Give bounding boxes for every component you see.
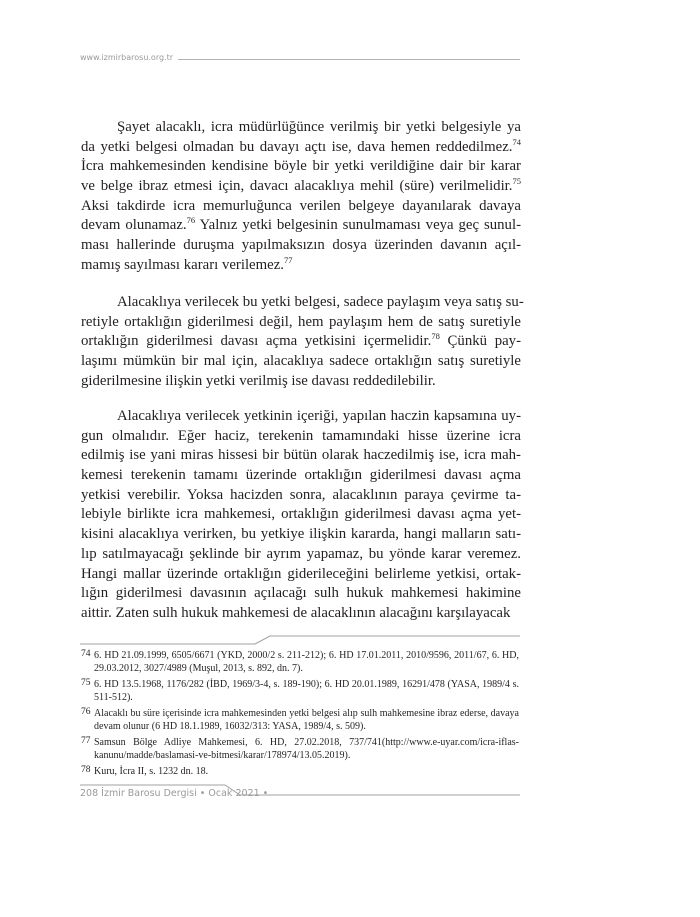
text-line: lığın giderilmesi davasının açılacağı sulh hukuk mahkemesi hakimine [81, 585, 521, 602]
footnote-77 [81, 737, 519, 762]
text-line: Alacaklıya verilecek bu yetki belgesi, sadece paylaşım veya satış su- [117, 294, 524, 310]
footnote-text: 6. HD 13.5.1968, 1176/282 (İBD, 1969/3-4, s. 189-190); 6. HD 20.01.1989, 16291/478 (YASA, 1989/4 s. 511-512). [94, 679, 519, 703]
footnote-number: 78 [81, 765, 91, 775]
text-line: da yetki belgesi olmadan bu davayı açtı ise, dava hemen reddedilmez.$^{74}$ [81, 136, 521, 155]
footnote-number: 77 [81, 736, 91, 746]
footnote-ref[interactable]: 77 [283, 254, 293, 265]
text-line: İcra mahkemesinden kendisine böyle bir yetki verildiğine dair bir karar [81, 158, 521, 175]
text-line: Şayet alacaklı, icra müdürlüğünce verilmiş bir yetki belgesiyle ya [117, 119, 521, 135]
footnote-number: 76 [81, 707, 91, 717]
footnote-text: 6. HD 21.09.1999, 6505/6671 (YKD, 2000/2 s. 211-212); 6. HD 17.01.2011, 2010/9596, 2011/67, 6. HD, 29.03.2012, 3027/4989 (Muşul, 2013, s. 892, dn. 7). [94, 650, 519, 674]
text-line: kemesi terekenin tamamı üzerinde ortaklığın giderilmesi davası açma [81, 467, 521, 484]
text-line: Hangi mallar üzerinde ortaklığın giderileceğini belirleme yetkisi, ortak- [81, 565, 521, 582]
footnotes [80, 650, 519, 779]
footnote-ref[interactable]: 76 [186, 215, 196, 226]
text-line: gun olmalıdır. Eğer haciz, terekenin tamamındaki hisse üzerine icra [81, 427, 521, 444]
text-line: edilmiş ise yani miras hissesi bir bütün olarak haczedilmiş ise, icra mah- [81, 447, 521, 464]
footer-text: 208 İzmir Barosu Dergisi • Ocak 2021 • [80, 787, 269, 799]
footnote-ref[interactable]: 78 [431, 331, 440, 342]
footnote-number: 75 [81, 678, 91, 688]
text-line: retiyle ortaklığın giderilmesi değil, hem paylaşım hem de satış suretiyle [81, 313, 521, 330]
text-line: devam olunamaz.$^{76}$ Yalnız yetki belgesinin sunulmaması veya geç sunul- [81, 215, 521, 234]
header-url: www.izmirbarosu.org.tr [80, 53, 174, 62]
footnote-number: 74 [81, 649, 91, 659]
paragraph-1 [81, 118, 521, 276]
header-rule [178, 59, 520, 60]
text-line: kisini alacaklıya verirken, bu yetkiye ilişkin kararda, hangi malların satı- [81, 526, 521, 543]
footnote-separator [80, 634, 520, 648]
text-line: ve belge ibraz etmesi için, davacı alacaklıya mehil (süre) verilmelidir.$^{75}$ [81, 176, 521, 195]
text-line: yetkisi verebilir. Yoksa hacizden sonra, alacaklının paraya çevirme ta- [81, 486, 521, 503]
paragraph-2 [81, 293, 524, 391]
text-line: Aksi takdirde icra memurluğunca verilen belgeye dayanılarak davaya [81, 197, 521, 214]
text-line: ortaklığın giderilmesi davası açma yetkisini içermelidir.$^{78}$ Çünkü pay- [81, 331, 522, 350]
footnote-text: Alacaklı bu süre içerisinde icra mahkemesinden yetki belgesi alıp sulh mahkemesine ibraz ederse, davaya devam olunur (6 HD 18.1.1989, 16032/313: YASA, 1989/4, s. 509). [94, 708, 519, 732]
text-line: ması hallerinde duruşma yapılmaksızın dosya üzerinden davanın açıl- [81, 237, 521, 254]
footnote-ref[interactable]: 75 [512, 176, 521, 187]
footnote-78 [81, 766, 519, 779]
footnote-74 [81, 650, 519, 675]
text-line: Alacaklıya verilecek yetkinin içeriği, yapılan haczin kapsamına uy- [117, 408, 521, 424]
text-line: lebiyle birlikte icra mahkemesi, ortaklığın giderilmesi davası açma yet- [81, 506, 521, 523]
footnote-text: Samsun Bölge Adliye Mahkemesi, 6. HD, 27.02.2018, 737/741(http://www.e-uyar.com/icra-iflas-kanunu/madde/baslamasi-ve-bitmesi/karar/178974/13.05.2019). [94, 737, 519, 761]
footnote-76 [81, 708, 519, 733]
footnote-text: Kuru, İcra II, s. 1232 dn. 18. [94, 766, 209, 777]
text-line: aittir. Zaten sulh hukuk mahkemesi de alacaklının alacağını karşılayacak [81, 604, 511, 621]
text-line: giderilmesine ilişkin yetki verilmiş ise davası reddedilebilir. [81, 372, 436, 389]
text-line: laşımı mümkün bir mal için, alacaklıya sadece ortaklığın satış suretiyle [81, 353, 521, 370]
footnote-ref[interactable]: 74 [512, 136, 521, 147]
page-bottom [80, 634, 520, 800]
text-line: mamış sayılması kararı verilemez.$^{77}$ [81, 254, 293, 273]
paragraph-3 [81, 407, 521, 624]
footnote-75 [81, 679, 519, 704]
text-line: lıp satılmayacağı şeklinde bir ayrım yapamaz, bu yönde karar veremez. [81, 545, 521, 562]
